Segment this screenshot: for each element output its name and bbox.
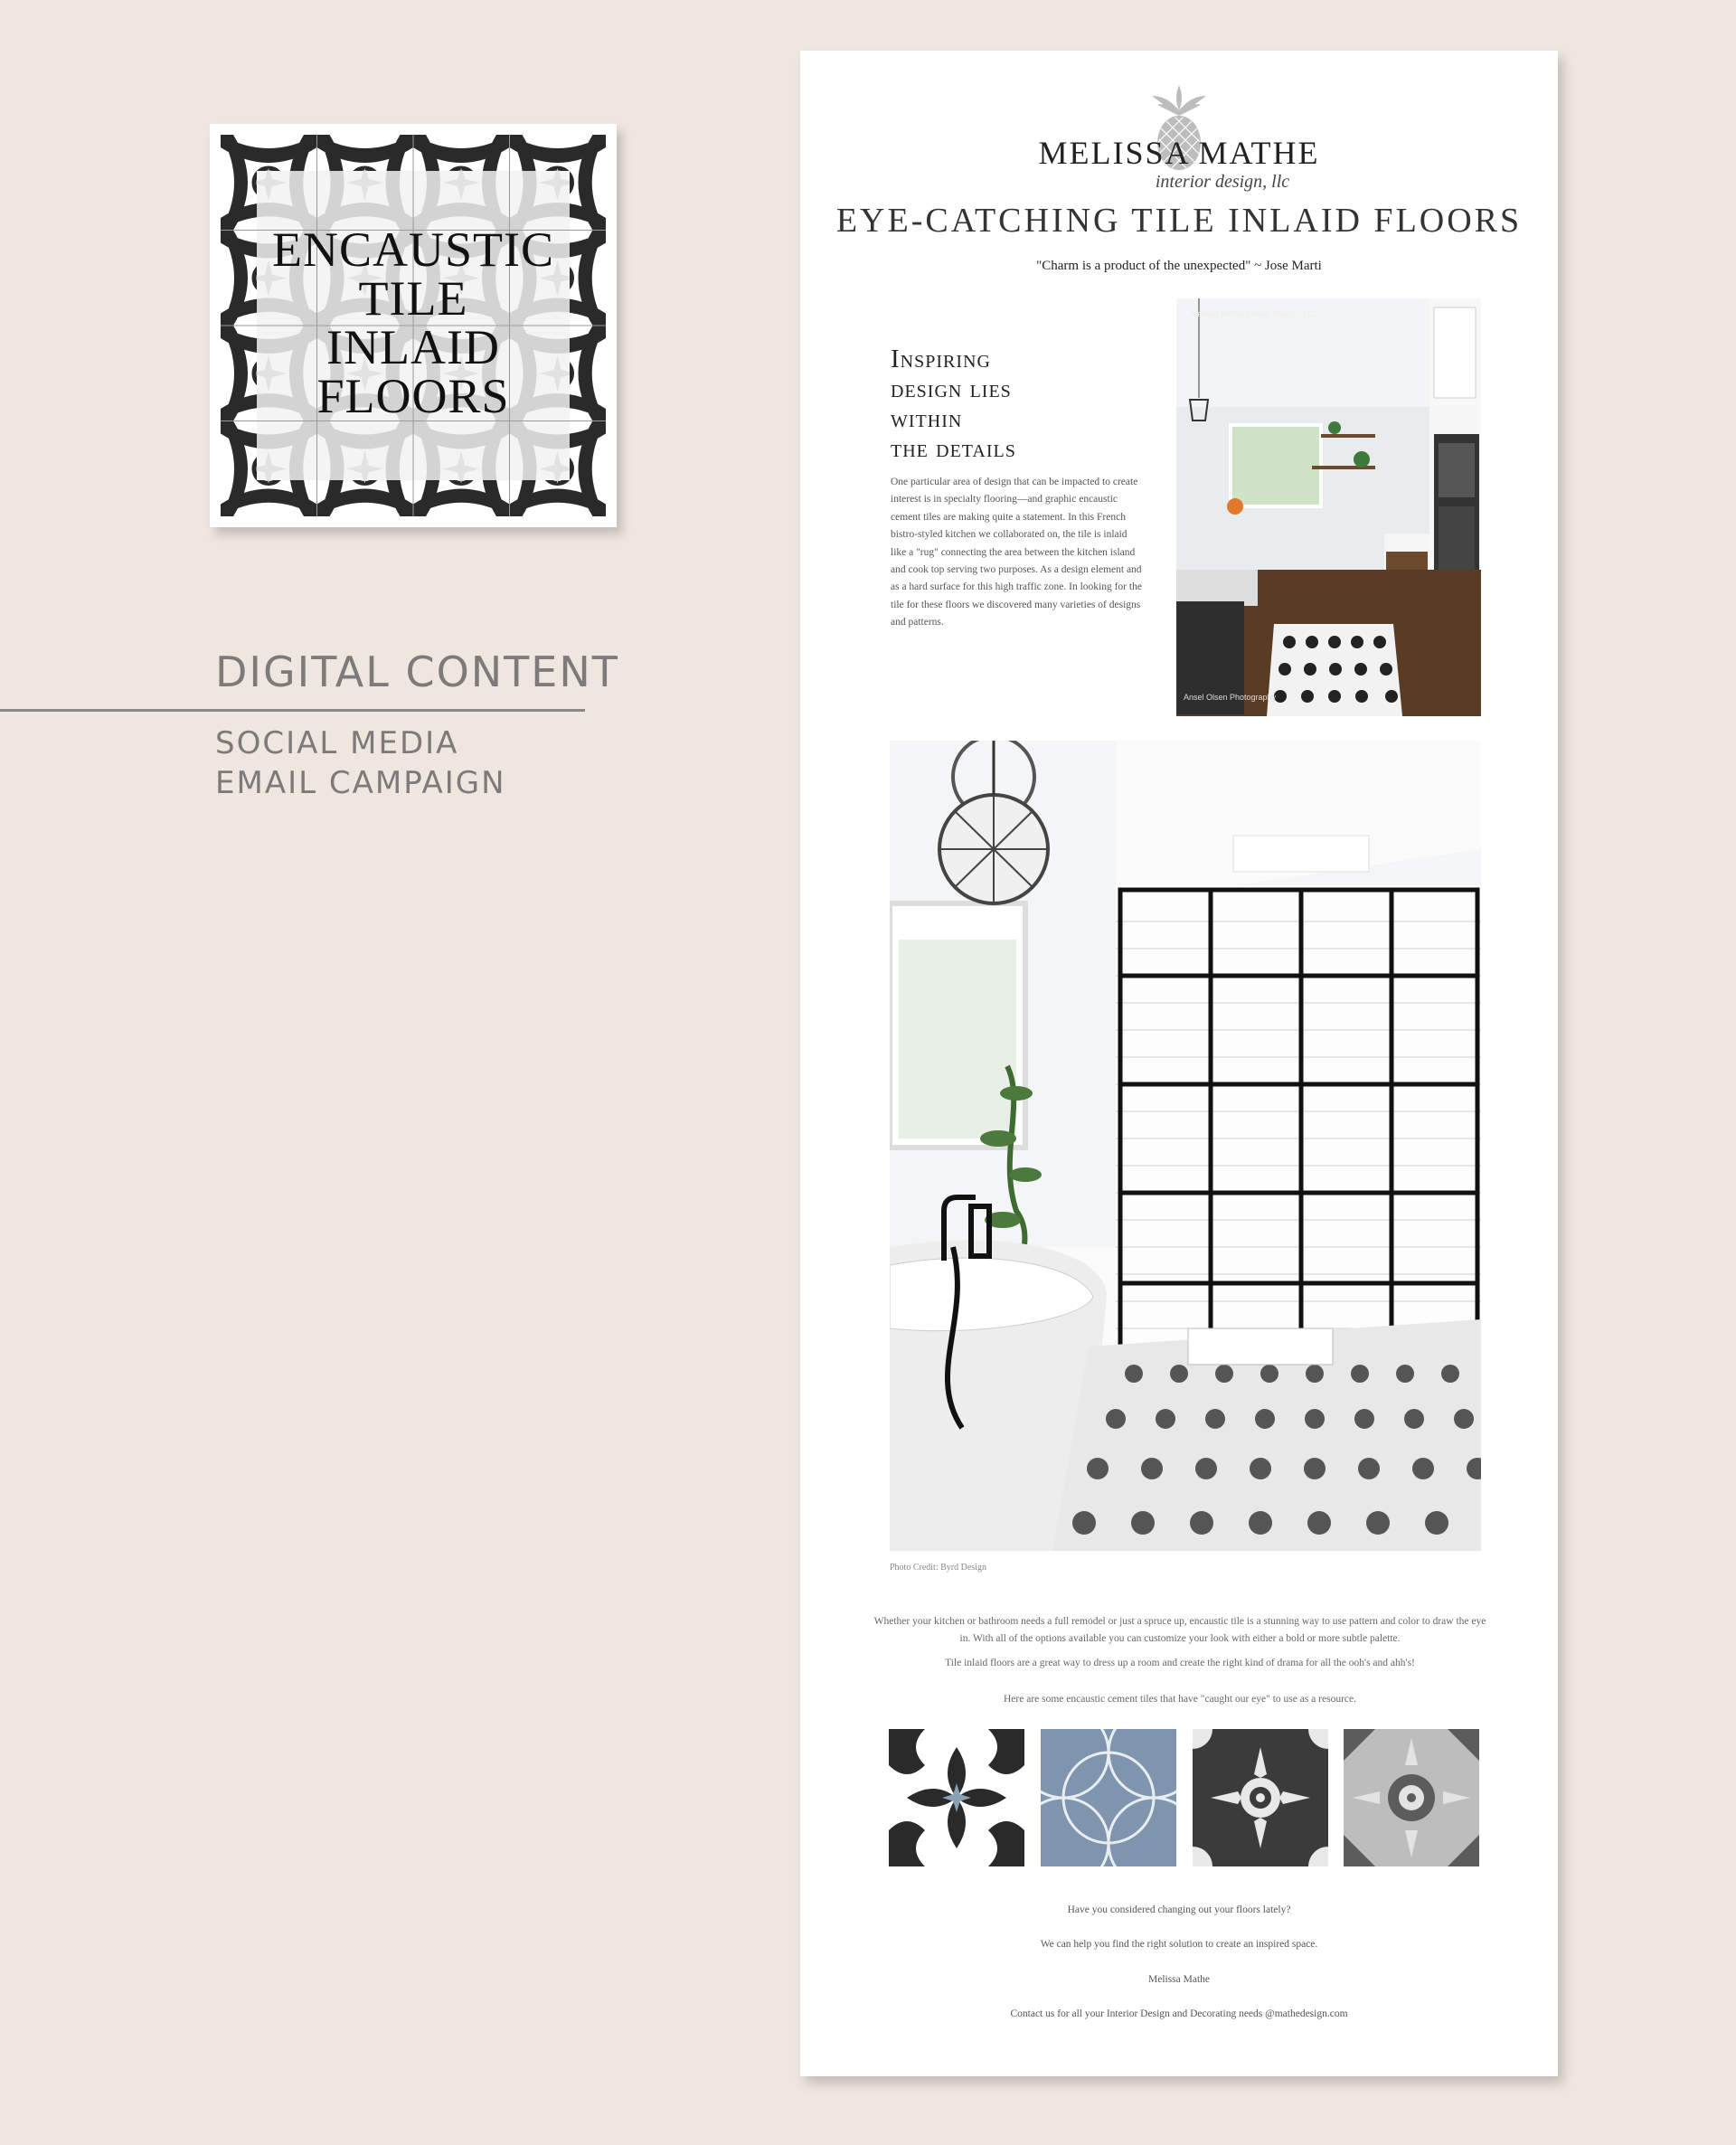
kitchen-photo-credit-bottom: Ansel Olsen Photography	[1184, 693, 1277, 702]
card-title-line: TILE	[358, 271, 468, 326]
body-paragraph: Whether your kitchen or bathroom needs a full remodel or just a spruce up, encaustic tile is a stunning way to use pattern and color to draw the eye in. With all of the options available you can customize your look with either a bold or more subtle palette.	[873, 1616, 1486, 1644]
brand-logo	[800, 78, 1558, 213]
intro-heading	[891, 345, 1144, 464]
closing-signature: Melissa Mathe	[1147, 1974, 1211, 1985]
body-paragraph: Here are some encaustic cement tiles that have "caught our eye" to use as a resource.	[1004, 1694, 1356, 1705]
bathroom-photo-credit: Photo Credit: Byrd Design	[890, 1563, 986, 1573]
logo-tagline: interior design, llc	[1155, 172, 1290, 192]
intro-heading-line: within	[891, 404, 963, 433]
tile-sample-blue-circles	[1041, 1729, 1176, 1866]
email-campaign-page	[800, 51, 1558, 2076]
intro-heading-line: the details	[891, 434, 1016, 463]
closing-contact: Contact us for all your Interior Design and Decorating needs @mathedesign.com	[1010, 2008, 1348, 2019]
logo-name: MELISSA MATHE	[1038, 135, 1320, 171]
body-paragraph: Tile inlaid floors are a great way to dress up a room and create the right kind of drama for all the ooh's and ahh's!	[945, 1658, 1415, 1668]
tile-sample-charcoal-floral	[1193, 1729, 1328, 1866]
encaustic-tile-card	[210, 124, 617, 527]
intro-heading-line: design lies	[891, 374, 1012, 403]
section-item-email-campaign: EMAIL CAMPAIGN	[215, 765, 506, 801]
tile-sample-grey-medallion	[1344, 1729, 1479, 1866]
card-title-line: FLOORS	[316, 369, 510, 423]
intro-heading-line: Inspiring	[891, 345, 991, 373]
card-title	[221, 222, 606, 423]
intro-body: One particular area of design that can be impacted to create interest is in specialty flooring—and graphic encaustic cement tiles are making quite a statement. In this French bistro-styled kitchen we collaborated on, the tile is inlaid like a "rug" connecting the area between the kitchen island and cook top serving two purposes. As a design element and as a hard surface for this high traffic zone. In looking for the tile for these floors we discovered many varieties of designs and patterns.	[891, 477, 1142, 628]
section-item-social-media: SOCIAL MEDIA	[215, 725, 459, 761]
closing-offer: We can help you find the right solution to create an inspired space.	[1040, 1939, 1318, 1950]
email-headline: EYE-CATCHING TILE INLAID FLOORS	[835, 202, 1523, 240]
tile-sample-black-white	[889, 1729, 1024, 1866]
card-title-line: ENCAUSTIC	[271, 222, 554, 277]
bathroom-photo	[890, 741, 1481, 1551]
section-heading: DIGITAL CONTENT	[215, 647, 619, 696]
kitchen-photo-credit-top: Melissa Mathe Interior Design, LLC	[1191, 309, 1318, 318]
kitchen-photo	[1176, 298, 1481, 716]
section-divider	[0, 709, 585, 712]
email-quote: "Charm is a product of the unexpected" ~ Jose Marti	[1036, 259, 1322, 273]
card-title-line: INLAID	[326, 320, 500, 374]
closing-question: Have you considered changing out your floors lately?	[1067, 1904, 1291, 1915]
